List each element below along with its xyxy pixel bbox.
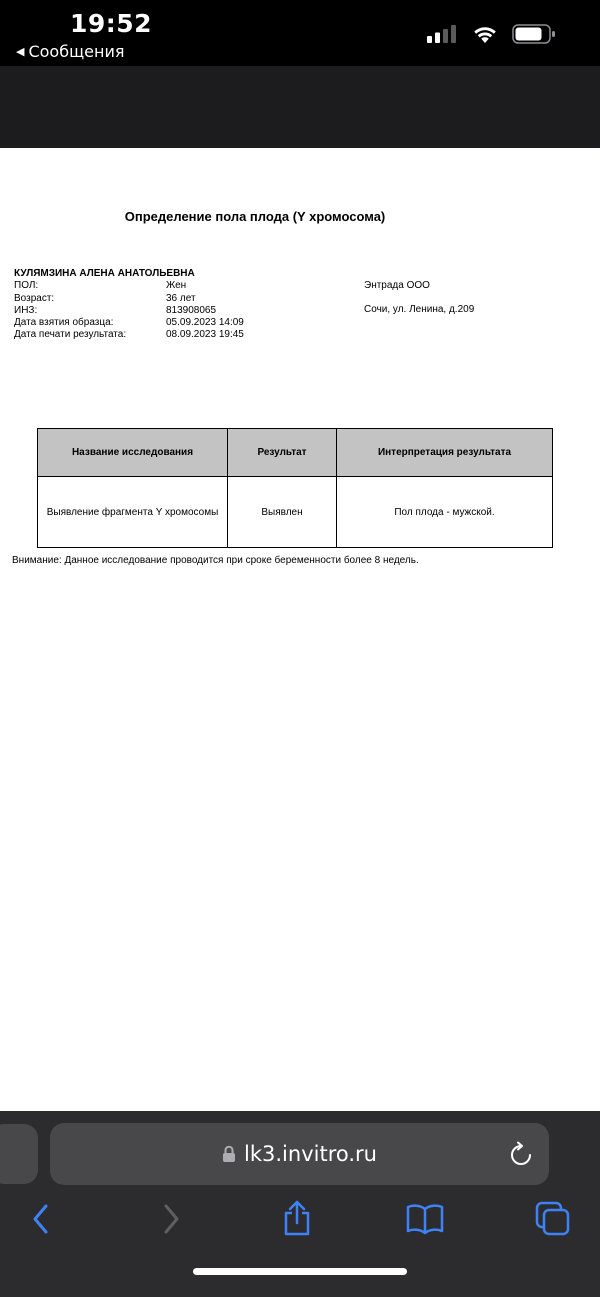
lock-icon <box>222 1145 236 1163</box>
table-cell: Выявлен <box>228 477 337 548</box>
table-row <box>38 477 553 548</box>
patient-info <box>14 268 244 342</box>
clinic-address: Сочи, ул. Ленина, д.209 <box>364 304 475 316</box>
patient-field-row <box>14 305 244 317</box>
table-header-row <box>38 429 553 477</box>
browser-top-strip <box>0 66 600 148</box>
clinic-info <box>364 280 474 317</box>
previous-tab-preview[interactable] <box>0 1124 38 1184</box>
forward-icon[interactable] <box>160 1201 182 1237</box>
patient-field-row <box>14 280 244 292</box>
results-table <box>37 428 553 548</box>
back-to-app-button[interactable] <box>16 42 124 61</box>
table-cell: Пол плода - мужской. <box>337 477 553 548</box>
field-label: Дата взятия образца: <box>14 317 114 329</box>
lab-result-document <box>0 148 600 1111</box>
column-header: Название исследования <box>38 429 228 477</box>
field-value: 813908065 <box>166 304 217 316</box>
field-label: Возраст: <box>14 292 55 304</box>
wifi-icon <box>472 25 498 44</box>
home-indicator[interactable] <box>193 1268 407 1275</box>
warning-note: Внимание: Данное исследование проводится при сроке беременности более 8 недель. <box>12 555 419 566</box>
back-triangle-icon: ◀ <box>16 45 25 58</box>
field-value: 08.09.2023 19:45 <box>166 329 244 341</box>
status-bar <box>0 0 600 66</box>
patient-field-row <box>14 317 244 329</box>
field-value: 05.09.2023 14:09 <box>166 317 244 329</box>
field-value: 36 лет <box>166 292 196 304</box>
battery-icon <box>512 24 556 44</box>
back-app-label: Сообщения <box>28 42 125 61</box>
column-header: Результат <box>228 429 337 477</box>
field-label: ПОЛ: <box>14 280 39 292</box>
address-bar[interactable] <box>50 1123 549 1185</box>
bookmarks-icon[interactable] <box>406 1203 444 1235</box>
field-label: ИНЗ: <box>14 304 38 316</box>
field-value: Жен <box>166 280 187 292</box>
browser-bottom-bar <box>0 1111 600 1297</box>
system-icons <box>427 24 556 44</box>
clock: 19:52 <box>70 9 153 38</box>
tabs-icon[interactable] <box>535 1201 571 1237</box>
share-icon[interactable] <box>282 1199 312 1237</box>
field-label: Дата печати результата: <box>14 329 127 341</box>
url-display[interactable] <box>50 1123 549 1185</box>
patient-field-row <box>14 293 244 305</box>
patient-field-row <box>14 329 244 341</box>
patient-name: КУЛЯМЗИНА АЛЕНА АНАТОЛЬЕВНА <box>14 268 195 279</box>
cellular-signal-icon <box>427 25 458 43</box>
table-cell: Выявление фрагмента Y хромосомы <box>38 477 228 548</box>
back-icon[interactable] <box>30 1201 52 1237</box>
reload-icon[interactable] <box>509 1141 533 1167</box>
url-text: lk3.invitro.ru <box>244 1142 377 1166</box>
document-title: Определение пола плода (Y хромосома) <box>124 209 386 224</box>
column-header: Интерпретация результата <box>337 429 553 477</box>
clinic-name: Энтрада ООО <box>364 280 430 291</box>
